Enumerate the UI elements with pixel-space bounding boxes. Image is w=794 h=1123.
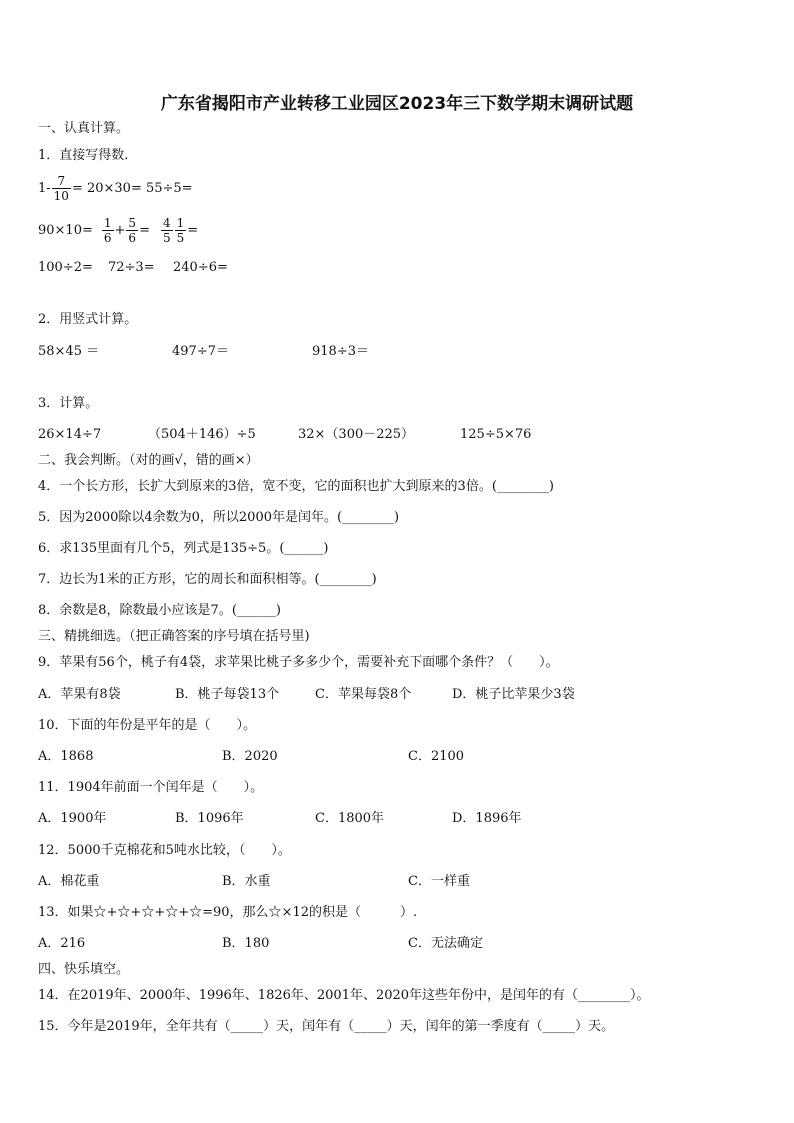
calc-row-1 xyxy=(38,174,193,203)
numerator: 7 xyxy=(52,174,71,189)
option-c: C．苹果每袋8个 xyxy=(315,687,412,702)
calc-text: 72÷3= xyxy=(108,260,155,275)
option-b: B．180 xyxy=(222,936,270,951)
question-7: 7．边长为1米的正方形，它的周长和面积相等。(________) xyxy=(38,572,377,587)
numerator: 1 xyxy=(176,216,185,230)
q2-items xyxy=(38,344,738,360)
q9-options xyxy=(38,687,738,703)
q3-item-b: （504＋146）÷5 xyxy=(148,427,256,442)
option-a: A．苹果有8袋 xyxy=(38,687,121,702)
question-13: 13．如果☆+☆+☆+☆+☆=90，那么☆×12的积是（ ）. xyxy=(38,905,418,920)
fraction xyxy=(161,216,173,245)
option-c: C．无法确定 xyxy=(408,936,483,951)
option-a: A．216 xyxy=(38,936,86,951)
fraction xyxy=(52,174,71,203)
option-c: C．一样重 xyxy=(408,874,470,889)
q10-options xyxy=(38,749,738,765)
option-d: D．桃子比苹果少3袋 xyxy=(452,687,575,702)
option-d: D．1896年 xyxy=(452,811,522,826)
question-6: 6．求135里面有几个5，列式是135÷5。(______) xyxy=(38,541,329,556)
question-9: 9．苹果有56个，桃子有4袋，求苹果比桃子多多少个，需要补充下面哪个条件？（ ）。 xyxy=(38,655,559,670)
option-a: A．1868 xyxy=(38,749,94,764)
calc-text: 100÷2= xyxy=(38,260,93,275)
calc-row-3 xyxy=(38,260,228,276)
section-3-heading: 三、精挑细选。（把正确答案的序号填在括号里) xyxy=(38,629,310,644)
question-14: 14．在2019年、2000年、1996年、1826年、2001年、2020年这些年份中，是闰年的有（________）。 xyxy=(38,988,650,1003)
option-b: B．桃子每袋13个 xyxy=(175,687,280,702)
denominator: 5 xyxy=(162,231,171,245)
q12-options xyxy=(38,874,738,890)
page-title: 广东省揭阳市产业转移工业园区2023年三下数学期末调研试题 xyxy=(160,94,634,114)
plus-sign: + xyxy=(114,223,126,238)
option-b: B．水重 xyxy=(222,874,271,889)
calc-text: 240÷6= xyxy=(173,260,228,275)
denominator: 10 xyxy=(53,189,69,203)
numerator: 4 xyxy=(162,216,171,230)
question-15: 15．今年是2019年，全年共有（_____）天，闰年有（_____）天，闰年的第一季度有（_____）天。 xyxy=(38,1019,615,1034)
option-c: C．2100 xyxy=(408,749,465,764)
fraction xyxy=(102,216,114,245)
option-c: C．1800年 xyxy=(315,811,385,826)
equals-sign: = xyxy=(187,223,199,238)
section-2-heading: 二、我会判断。（对的画√，错的画×） xyxy=(38,453,259,468)
q3-items xyxy=(38,427,738,443)
question-12: 12．5000千克棉花和5吨水比较，（ ）。 xyxy=(38,843,291,858)
question-1: 1．直接写得数． xyxy=(38,148,138,163)
option-b: B．1096年 xyxy=(175,811,244,826)
q2-item-c: 918÷3＝ xyxy=(312,344,369,359)
calc-row-2 xyxy=(38,216,198,245)
q3-item-a: 26×14÷7 xyxy=(38,427,102,442)
fraction xyxy=(175,216,187,245)
question-10: 10．下面的年份是平年的是（ ）。 xyxy=(38,718,257,733)
equals-sign: = xyxy=(139,223,150,238)
q3-item-d: 125÷5×76 xyxy=(460,427,532,442)
question-3: 3．计算。 xyxy=(38,396,99,411)
option-a: A．1900年 xyxy=(38,811,107,826)
q13-options xyxy=(38,936,738,952)
fraction xyxy=(126,216,138,245)
section-1-heading: 一、认真计算。 xyxy=(38,121,130,136)
denominator: 6 xyxy=(128,231,137,245)
numerator: 1 xyxy=(103,216,112,230)
option-a: A．棉花重 xyxy=(38,874,100,889)
question-5: 5．因为2000除以4余数为0，所以2000年是闰年。(________) xyxy=(38,510,400,525)
q2-item-b: 497÷7＝ xyxy=(172,344,229,359)
section-4-heading: 四、快乐填空。 xyxy=(38,962,130,977)
calc-text: = 20×30= 55÷5= xyxy=(71,181,193,196)
denominator: 6 xyxy=(103,231,112,245)
q3-item-c: 32×（300－225） xyxy=(298,427,415,442)
numerator: 5 xyxy=(128,216,137,230)
question-11: 11．1904年前面一个闰年是（ ）。 xyxy=(38,780,264,795)
question-2: 2．用竖式计算。 xyxy=(38,312,138,327)
q11-options xyxy=(38,811,738,827)
question-8: 8．余数是8，除数最小应该是7。(______) xyxy=(38,603,281,618)
q2-item-a: 58×45 ＝ xyxy=(38,344,100,359)
denominator: 5 xyxy=(176,231,185,245)
calc-text: 1- xyxy=(38,181,51,196)
calc-text: 90×10= xyxy=(38,223,93,238)
option-b: B．2020 xyxy=(222,749,278,764)
question-4: 4．一个长方形，长扩大到原来的3倍，宽不变，它的面积也扩大到原来的3倍。(________) xyxy=(38,479,554,494)
